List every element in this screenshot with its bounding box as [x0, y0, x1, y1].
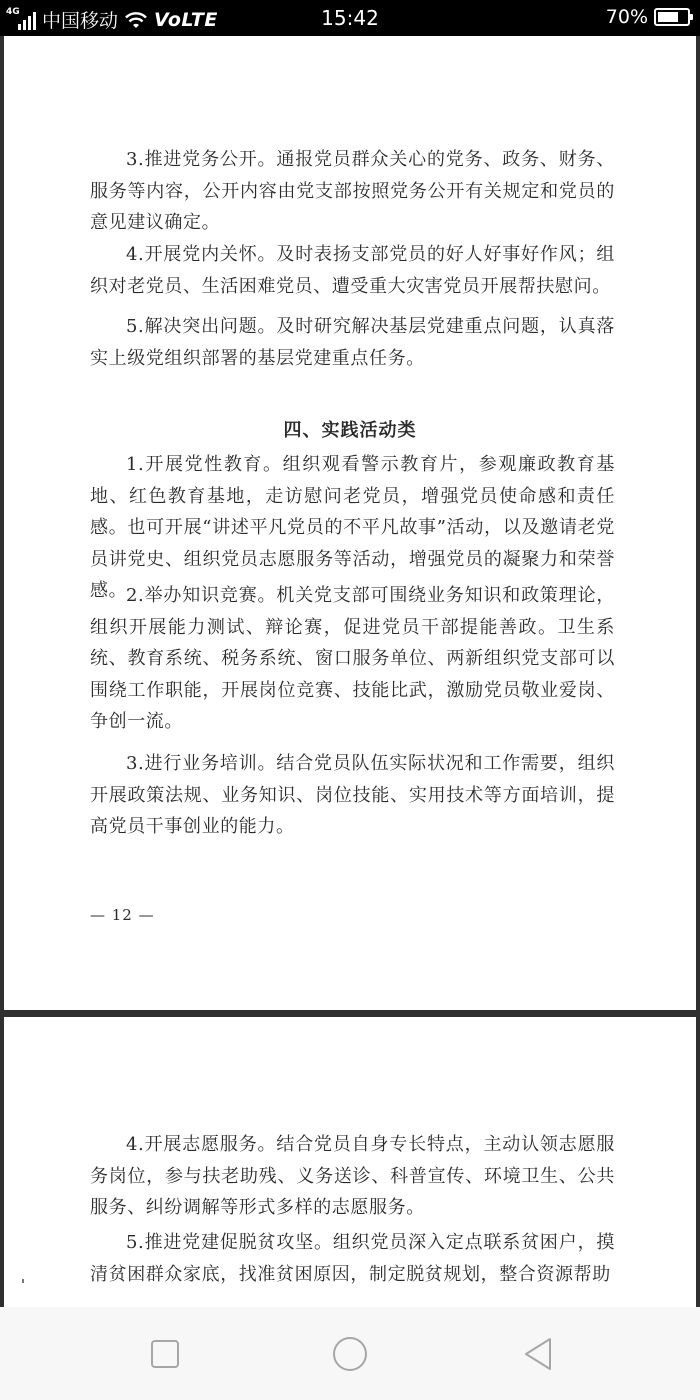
status-bar	[0, 0, 700, 36]
home-button[interactable]	[328, 1332, 372, 1376]
network-type: 4G	[6, 6, 20, 17]
paragraph: 4.开展党内关怀。及时表扬支部党员的好人好事好作风；组织对老党员、生活困难党员、遭受重大灾害党员开展帮扶慰问。	[90, 244, 615, 297]
carrier-name: 中国移动	[42, 10, 119, 32]
paragraph: 3.推进党务公开。通报党员群众关心的党务、政务、财务、服务等内容，公开内容由党支部按照党务公开有关规定和党员的意见建议确定。	[90, 149, 615, 233]
document-page	[4, 1017, 696, 1307]
section-heading: 四、实践活动类	[283, 420, 417, 441]
navigation-bar	[0, 1307, 700, 1400]
square-recents-icon	[150, 1339, 180, 1369]
battery-percent: 70%	[605, 6, 648, 28]
scan-speck	[22, 1279, 24, 1283]
paragraph: 1.开展党性教育。组织观看警示教育片，参观廉政教育基地、红色教育基地，走访慰问老党员，增强党员使命感和责任感。也可开展“讲述平凡党员的不平凡故事”活动，以及邀请老党员讲党史、组织党员志愿服务等活动，增强党员的凝聚力和荣誉感。	[90, 454, 615, 601]
page-number: — 12 —	[90, 906, 155, 924]
volte-indicator: VoLTE	[154, 8, 218, 31]
paragraph: 2.举办知识竞赛。机关党支部可围绕业务知识和政策理论，组织开展能力测试、辩论赛，促进党员干部提能善政。卫生系统、教育系统、税务系统、窗口服务单位、两新组织党支部可以围绕工作职能，开展岗位竞赛、技能比武，激励党员敬业爱岗、争创一流。	[90, 585, 615, 732]
paragraph: 4.开展志愿服务。结合党员自身专长特点，主动认领志愿服务岗位，参与扶老助残、义务送诊、科普宣传、环境卫生、公共服务、纠纷调解等形式多样的志愿服务。	[90, 1134, 615, 1218]
battery-icon	[654, 8, 690, 26]
recents-button[interactable]	[143, 1332, 187, 1376]
back-button[interactable]	[516, 1332, 560, 1376]
clock: 15:42	[321, 6, 379, 30]
triangle-back-icon	[522, 1336, 554, 1372]
paragraph: 5.解决突出问题。及时研究解决基层党建重点问题，认真落实上级党组织部署的基层党建重点任务。	[90, 316, 615, 369]
circle-home-icon	[332, 1336, 368, 1372]
paragraph: 5.推进党建促脱贫攻坚。组织党员深入定点联系贫困户，摸清贫困群众家底，找准贫困原因，制定脱贫规划，整合资源帮助	[90, 1232, 615, 1285]
document-page	[4, 36, 696, 1010]
paragraph: 3.进行业务培训。结合党员队伍实际状况和工作需要，组织开展政策法规、业务知识、岗位技能、实用技术等方面培训，提高党员干事创业的能力。	[90, 753, 615, 837]
